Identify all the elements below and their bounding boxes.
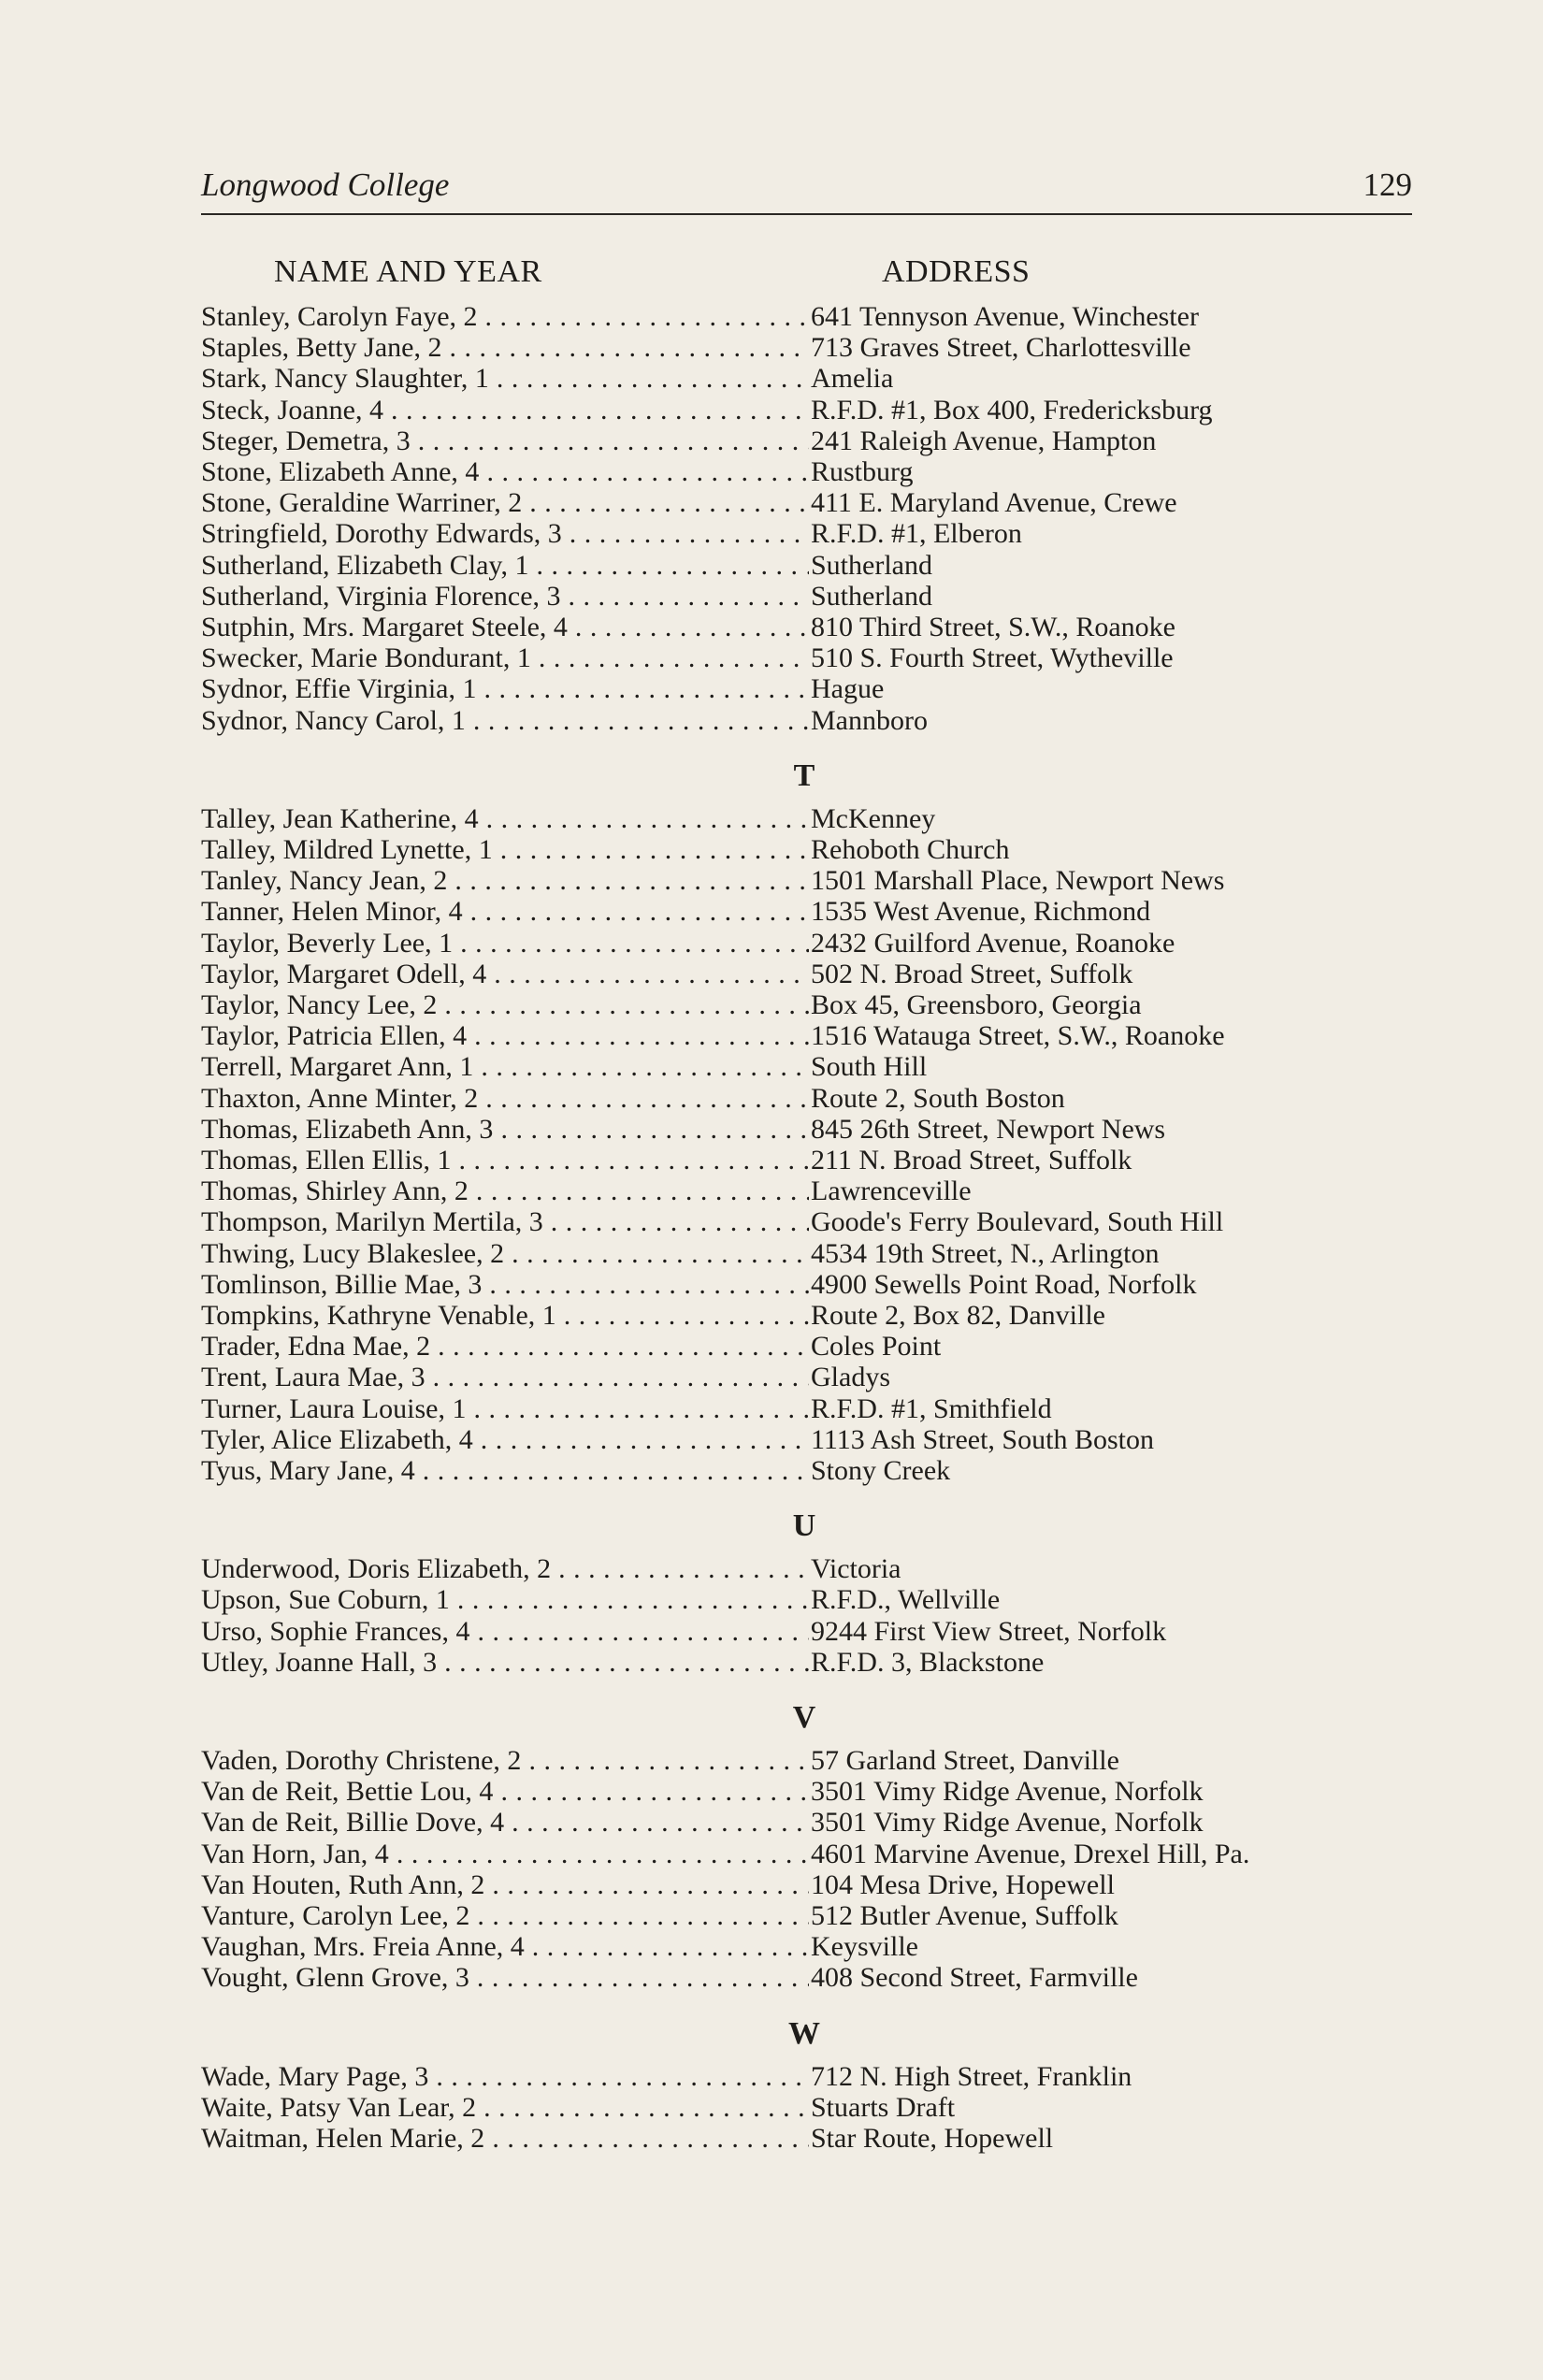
directory-entry — [201, 1553, 1417, 1585]
directory-entry — [201, 1424, 1417, 1456]
directory-entry — [201, 395, 1417, 426]
student-name: Taylor, Nancy Lee, 2 . . . — [201, 989, 809, 1021]
student-name: Upson, Sue Coburn, 1 . . . — [201, 1584, 809, 1616]
running-head — [201, 166, 1412, 213]
directory-entry — [201, 1745, 1417, 1777]
student-address: R.F.D. #1, Box 400, Fredericksburg — [811, 394, 1213, 426]
student-name: Stone, Geraldine Warriner, 2 . . . — [201, 487, 809, 519]
student-name: Stark, Nancy Slaughter, 1 . . . — [201, 363, 809, 395]
student-name: Underwood, Doris Elizabeth, 2 . . . — [201, 1553, 809, 1585]
directory-entry — [201, 1393, 1417, 1425]
directory-entry — [201, 2092, 1417, 2124]
college-name: Longwood College — [201, 166, 450, 203]
directory-entry — [201, 456, 1417, 488]
student-name: Vanture, Carolyn Lee, 2 . . . — [201, 1900, 809, 1932]
student-address: 104 Mesa Drive, Hopewell — [811, 1868, 1115, 1900]
directory-entry — [201, 1776, 1417, 1808]
student-address: 713 Graves Street, Charlottesville — [811, 332, 1191, 364]
student-name: Steck, Joanne, 4 . . . — [201, 395, 809, 426]
section-letter-w: W — [788, 2015, 820, 2051]
student-name: Taylor, Margaret Odell, 4 . . . — [201, 959, 809, 990]
section-letter-t: T — [793, 757, 815, 793]
directory-entry — [201, 834, 1417, 866]
directory-entry — [201, 1020, 1417, 1052]
student-address: 211 N. Broad Street, Suffolk — [811, 1145, 1132, 1176]
student-name: Van de Reit, Bettie Lou, 4 . . . — [201, 1776, 809, 1808]
student-address: 1113 Ash Street, South Boston — [811, 1423, 1154, 1455]
student-address: R.F.D. #1, Elberon — [811, 518, 1022, 550]
directory-entry — [201, 1083, 1417, 1115]
student-address: South Hill — [811, 1051, 928, 1083]
student-name: Taylor, Patricia Ellen, 4 . . . — [201, 1020, 809, 1052]
column-heading-address: ADDRESS — [882, 254, 1031, 289]
directory-entry — [201, 1647, 1417, 1679]
directory-entry — [201, 363, 1417, 395]
student-address: Rustburg — [811, 456, 914, 487]
student-name: Swecker, Marie Bondurant, 1 . . . — [201, 642, 809, 674]
directory-entry — [201, 705, 1417, 737]
directory-entry — [201, 865, 1417, 897]
student-address: Mannboro — [811, 704, 928, 736]
student-name: Staples, Betty Jane, 2 . . . — [201, 332, 809, 364]
directory-entry — [201, 1962, 1417, 1994]
student-address: 9244 First View Street, Norfolk — [811, 1615, 1167, 1647]
student-address: 408 Second Street, Farmville — [811, 1962, 1138, 1994]
directory-entry — [201, 332, 1417, 364]
student-name: Sutherland, Elizabeth Clay, 1 . . . — [201, 550, 809, 582]
student-address: 2432 Guilford Avenue, Roanoke — [811, 927, 1175, 959]
student-name: Wade, Mary Page, 3 . . . — [201, 2061, 809, 2093]
directory-entry — [201, 673, 1417, 705]
student-name: Talley, Jean Katherine, 4 . . . — [201, 803, 809, 835]
directory-entry — [201, 550, 1417, 582]
student-address: 411 E. Maryland Avenue, Crewe — [811, 487, 1177, 519]
directory-entry — [201, 1176, 1417, 1207]
student-address: 641 Tennyson Avenue, Winchester — [811, 301, 1199, 332]
student-address: Amelia — [811, 363, 894, 395]
student-address: R.F.D., Wellville — [811, 1584, 1001, 1616]
student-name: Trent, Laura Mae, 3 . . . — [201, 1362, 809, 1393]
student-address: Route 2, Box 82, Danville — [811, 1300, 1105, 1331]
student-address: Stuarts Draft — [811, 2091, 956, 2123]
student-name: Waite, Patsy Van Lear, 2 . . . — [201, 2092, 809, 2124]
header-rule — [201, 213, 1412, 215]
student-name: Tomlinson, Billie Mae, 3 . . . — [201, 1269, 809, 1301]
student-name: Stringfield, Dorothy Edwards, 3 . . . — [201, 518, 809, 550]
student-address: Sutherland — [811, 549, 932, 581]
student-name: Talley, Mildred Lynette, 1 . . . — [201, 834, 809, 866]
student-address: Victoria — [811, 1553, 901, 1585]
student-name: Terrell, Margaret Ann, 1 . . . — [201, 1051, 809, 1083]
directory-entry — [201, 1455, 1417, 1487]
student-address: Sutherland — [811, 580, 932, 612]
directory-entry — [201, 1584, 1417, 1616]
student-name: Trader, Edna Mae, 2 . . . — [201, 1331, 809, 1363]
directory-entry — [201, 642, 1417, 674]
student-address: 241 Raleigh Avenue, Hampton — [811, 425, 1157, 456]
directory-entry — [201, 581, 1417, 613]
student-address: Goode's Ferry Boulevard, South Hill — [811, 1206, 1224, 1238]
student-address: 1501 Marshall Place, Newport News — [811, 865, 1225, 897]
student-name: Vaden, Dorothy Christene, 2 . . . — [201, 1745, 809, 1777]
student-name: Waitman, Helen Marie, 2 . . . — [201, 2123, 809, 2155]
directory-entry — [201, 803, 1417, 835]
student-address: R.F.D. 3, Blackstone — [811, 1646, 1045, 1678]
directory-entry — [201, 989, 1417, 1021]
directory-entry — [201, 1331, 1417, 1363]
student-name: Taylor, Beverly Lee, 1 . . . — [201, 928, 809, 959]
student-name: Thompson, Marilyn Mertila, 3 . . . — [201, 1206, 809, 1238]
student-address: Stony Creek — [811, 1455, 951, 1486]
section-letter-v: V — [792, 1700, 816, 1735]
directory-entry — [201, 1807, 1417, 1839]
student-address: Box 45, Greensboro, Georgia — [811, 989, 1142, 1020]
student-name: Tanner, Helen Minor, 4 . . . — [201, 896, 809, 928]
student-name: Vaughan, Mrs. Freia Anne, 4 . . . — [201, 1931, 809, 1963]
student-name: Van Houten, Ruth Ann, 2 . . . — [201, 1869, 809, 1901]
student-name: Stanley, Carolyn Faye, 2 . . . — [201, 301, 809, 333]
directory-entry — [201, 1269, 1417, 1301]
student-name: Turner, Laura Louise, 1 . . . — [201, 1393, 809, 1425]
directory-entry — [201, 1238, 1417, 1270]
student-name: Tyus, Mary Jane, 4 . . . — [201, 1455, 809, 1487]
directory-entry — [201, 2123, 1417, 2155]
student-name: Van de Reit, Billie Dove, 4 . . . — [201, 1807, 809, 1839]
directory-entry — [201, 928, 1417, 959]
directory-entry — [201, 426, 1417, 457]
student-address: 810 Third Street, S.W., Roanoke — [811, 612, 1175, 642]
student-name: Sydnor, Effie Virginia, 1 . . . — [201, 673, 809, 705]
student-name: Thomas, Ellen Ellis, 1 . . . — [201, 1145, 809, 1176]
student-name: Tompkins, Kathryne Venable, 1 . . . — [201, 1300, 809, 1332]
directory-entry — [201, 301, 1417, 333]
student-address: 1535 West Avenue, Richmond — [811, 896, 1151, 928]
student-name: Steger, Demetra, 3 . . . — [201, 426, 809, 457]
directory-entry — [201, 1114, 1417, 1146]
student-address: Lawrenceville — [811, 1176, 972, 1207]
directory-entry — [201, 1900, 1417, 1932]
directory-entry — [201, 1362, 1417, 1393]
student-address: 512 Butler Avenue, Suffolk — [811, 1900, 1118, 1931]
student-address: 845 26th Street, Newport News — [811, 1113, 1166, 1145]
column-heading-name: NAME AND YEAR — [274, 254, 542, 289]
student-name: Thwing, Lucy Blakeslee, 2 . . . — [201, 1238, 809, 1270]
student-name: Sutherland, Virginia Florence, 3 . . . — [201, 581, 809, 613]
student-name: Thaxton, Anne Minter, 2 . . . — [201, 1083, 809, 1115]
directory-entry — [201, 1931, 1417, 1963]
student-address: 510 S. Fourth Street, Wytheville — [811, 642, 1174, 674]
student-address: Keysville — [811, 1931, 918, 1963]
student-name: Utley, Joanne Hall, 3 . . . — [201, 1647, 809, 1679]
student-address: Gladys — [811, 1362, 890, 1393]
page-number: 129 — [1363, 166, 1412, 203]
student-address: Rehoboth Church — [811, 834, 1010, 865]
student-name: Van Horn, Jan, 4 . . . — [201, 1839, 809, 1870]
directory-entry — [201, 2061, 1417, 2093]
directory-entry — [201, 1206, 1417, 1238]
student-address: Route 2, South Boston — [811, 1082, 1065, 1114]
student-address: Coles Point — [811, 1331, 942, 1363]
student-name: Vought, Glenn Grove, 3 . . . — [201, 1962, 809, 1994]
student-address: 4900 Sewells Point Road, Norfolk — [811, 1268, 1197, 1300]
student-name: Sydnor, Nancy Carol, 1 . . . — [201, 705, 809, 737]
student-address: Hague — [811, 673, 885, 705]
student-name: Stone, Elizabeth Anne, 4 . . . — [201, 456, 809, 488]
student-name: Tanley, Nancy Jean, 2 . . . — [201, 865, 809, 897]
student-name: Thomas, Shirley Ann, 2 . . . — [201, 1176, 809, 1207]
directory-entry — [201, 487, 1417, 519]
section-letter-u: U — [792, 1508, 816, 1544]
student-name: Sutphin, Mrs. Margaret Steele, 4 . . . — [201, 612, 809, 643]
student-name: Tyler, Alice Elizabeth, 4 . . . — [201, 1424, 809, 1456]
directory-entry — [201, 1051, 1417, 1083]
student-address: 3501 Vimy Ridge Avenue, Norfolk — [811, 1807, 1204, 1839]
student-address: 1516 Watauga Street, S.W., Roanoke — [811, 1020, 1225, 1052]
directory-entry — [201, 1300, 1417, 1332]
student-address: 4534 19th Street, N., Arlington — [811, 1237, 1160, 1269]
directory-entry — [201, 1869, 1417, 1901]
student-address: 4601 Marvine Avenue, Drexel Hill, Pa. — [811, 1838, 1250, 1869]
student-address: 57 Garland Street, Danville — [811, 1745, 1119, 1776]
student-address: 502 N. Broad Street, Suffolk — [811, 958, 1133, 989]
student-address: 712 N. High Street, Franklin — [811, 2060, 1132, 2092]
student-name: Urso, Sophie Frances, 4 . . . — [201, 1616, 809, 1648]
student-address: McKenney — [811, 802, 936, 834]
student-name: Thomas, Elizabeth Ann, 3 . . . — [201, 1114, 809, 1146]
directory-entry — [201, 612, 1417, 643]
directory-entry — [201, 959, 1417, 990]
directory-entry — [201, 1839, 1417, 1870]
directory-entry — [201, 1616, 1417, 1648]
directory-entry — [201, 896, 1417, 928]
student-address: 3501 Vimy Ridge Avenue, Norfolk — [811, 1776, 1204, 1808]
directory-entry — [201, 518, 1417, 550]
student-address: Star Route, Hopewell — [811, 2123, 1054, 2154]
directory-entry — [201, 1145, 1417, 1176]
student-address: R.F.D. #1, Smithfield — [811, 1392, 1052, 1424]
